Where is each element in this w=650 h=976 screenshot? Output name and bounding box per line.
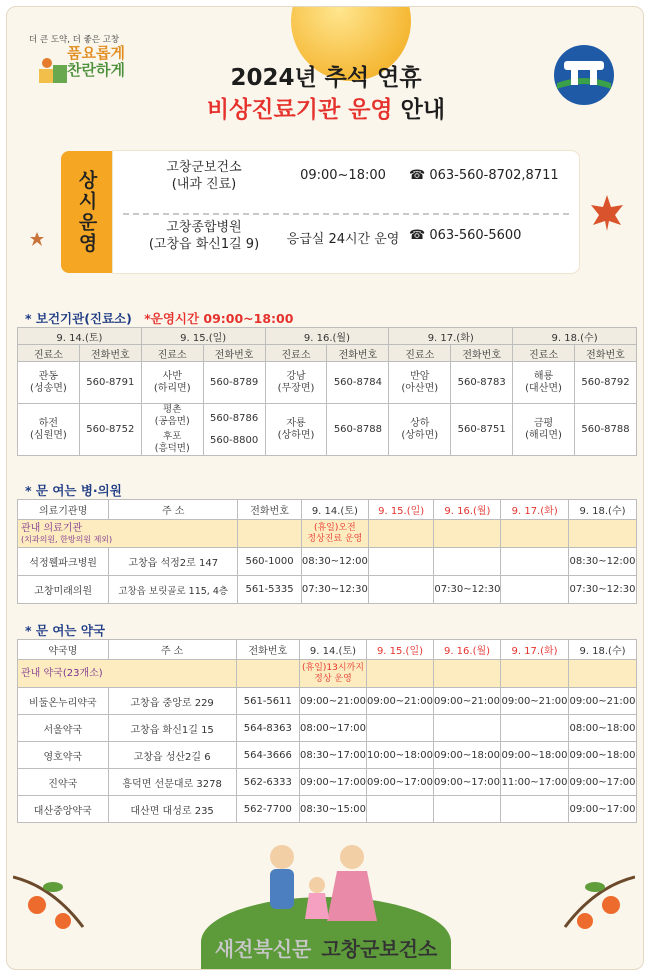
poster — [6, 6, 644, 970]
hours-cell: 09:00~18:00 — [434, 742, 501, 769]
hours-cell: 09:00~21:00 — [434, 688, 501, 715]
facility-name-block — [129, 159, 279, 193]
date-header: 9. 15.(일) — [141, 328, 265, 345]
pharmacy-phone: 564-8363 — [236, 715, 299, 742]
hours-cell: 08:00~17:00 — [299, 715, 366, 742]
clinics-table — [17, 499, 637, 604]
column-header-row — [18, 345, 637, 362]
hours-cell — [434, 796, 501, 823]
health-centers-section-title — [25, 309, 293, 327]
pharmacy-name: 진약국 — [18, 769, 109, 796]
always-open-row — [113, 219, 579, 279]
slogan-word-2: 찬란하게 — [67, 61, 125, 79]
clinics-header-row — [18, 500, 637, 520]
pharmacy-phone: 562-6333 — [236, 769, 299, 796]
pharmacy-address: 대산면 대성로 235 — [108, 796, 236, 823]
clinic-name: 후포 — [163, 431, 182, 442]
newspaper-watermark: 새전북신문 — [214, 937, 312, 961]
clinic-area: (성송면) — [30, 382, 67, 394]
date-header-row — [18, 328, 637, 345]
hours-cell — [501, 715, 569, 742]
clinic-address: 고창읍 보릿골로 115, 4층 — [109, 576, 238, 604]
always-open-ticket — [113, 151, 579, 273]
date-header: 9. 16.(월) — [265, 328, 389, 345]
hours-cell: 08:30~12:00 — [301, 548, 368, 576]
clinic-cell — [389, 362, 451, 404]
col-clinic: 진료소 — [265, 345, 327, 362]
clinic-name: 금평 — [533, 417, 554, 429]
empty-cell — [238, 520, 302, 548]
col-header: 전화번호 — [238, 500, 302, 520]
col-header: 주 소 — [108, 640, 236, 660]
hours-cell: 09:00~21:00 — [299, 688, 366, 715]
clinic-cell — [18, 362, 80, 404]
col-header: 9. 17.(화) — [501, 500, 569, 520]
hours-cell: 09:00~18:00 — [568, 742, 636, 769]
col-header: 9. 15.(일) — [368, 500, 434, 520]
empty-cell — [366, 660, 433, 688]
table-row — [18, 548, 637, 576]
group-note-line: (휴일)오전 — [313, 522, 356, 533]
empty-cell — [434, 660, 501, 688]
clinic-address: 고창읍 석정2로 147 — [109, 548, 238, 576]
table-row — [18, 576, 637, 604]
col-header: 약국명 — [18, 640, 109, 660]
pharmacy-phone: 564-3666 — [236, 742, 299, 769]
clinics-section-title: * 문 여는 병·의원 — [25, 483, 122, 498]
empty-cell — [434, 520, 501, 548]
clinic-cell — [18, 404, 80, 456]
clinic-area: (하리면) — [153, 382, 191, 394]
date-header: 9. 14.(토) — [18, 328, 142, 345]
empty-cell — [501, 660, 569, 688]
facility-name: 고창군보건소 — [166, 160, 242, 175]
pharmacy-address: 고창읍 화신1길 15 — [108, 715, 236, 742]
facility-name: 고창종합병원 — [166, 220, 242, 235]
ticket-divider — [123, 213, 569, 215]
hours-cell: 10:00~18:00 — [366, 742, 433, 769]
clinic-area: (심원면) — [30, 429, 67, 441]
clinic-area: (상하면) — [401, 429, 439, 441]
pharmacy-phone: 562-7700 — [236, 796, 299, 823]
group-note — [299, 660, 366, 688]
clinic-name: 평촌 — [163, 404, 182, 415]
clinic-cell — [141, 362, 203, 404]
clinic-phone: 560-8792 — [575, 362, 637, 404]
hours-cell: 08:30~12:00 — [568, 548, 636, 576]
hours-cell — [366, 796, 433, 823]
pharmacy-name: 서울약국 — [18, 715, 109, 742]
facility-hours: 응급실 24시간 운영 — [286, 232, 400, 247]
clinic-phone: 560-8786 — [210, 412, 259, 424]
health-centers-hours: *운영시간 09:00~18:00 — [144, 311, 294, 326]
health-centers-title: * 보건기관(진료소) — [25, 311, 132, 326]
clinic-name: 해룡 — [533, 370, 554, 382]
group-name: 관내 의료기관 — [21, 522, 83, 534]
facility-name-block — [129, 219, 279, 253]
subtitle-black-part: 안내 — [392, 97, 446, 123]
pharmacy-address: 고창읍 중앙로 229 — [108, 688, 236, 715]
group-note-line: (휴일)13시까지 — [302, 662, 364, 673]
clinic-phone: 560-8783 — [451, 362, 513, 404]
health-centers-table — [17, 327, 637, 456]
empty-cell — [568, 660, 636, 688]
hours-cell: 07:30~12:30 — [434, 576, 501, 604]
col-header: 의료기관명 — [18, 500, 109, 520]
clinic-name: 반암 — [410, 370, 430, 382]
table-row — [18, 742, 637, 769]
clinic-phone: 561-5335 — [238, 576, 302, 604]
group-note-line: 정상진료 운영 — [307, 533, 363, 544]
pharmacy-address: 고창읍 성산2길 6 — [108, 742, 236, 769]
group-row — [18, 660, 637, 688]
date-header: 9. 17.(화) — [389, 328, 513, 345]
group-note-line: 정상 운영 — [314, 673, 352, 684]
hours-cell: 09:00~17:00 — [568, 769, 636, 796]
clinic-name: 고창미래의원 — [18, 576, 109, 604]
clinic-cell — [141, 404, 203, 456]
table-row — [18, 796, 637, 823]
clinic-area: (대산면) — [525, 382, 562, 394]
group-sub: (치과의원, 한방의원 제외) — [21, 534, 113, 544]
hours-cell: 09:00~17:00 — [568, 796, 636, 823]
col-header: 전화번호 — [236, 640, 299, 660]
clinic-phone: 560-8800 — [210, 434, 259, 446]
table-row — [18, 769, 637, 796]
persimmon-branch-left-icon — [13, 857, 93, 937]
clinic-phone: 560-8788 — [327, 404, 389, 456]
clinic-cell — [513, 362, 575, 404]
hours-cell — [501, 576, 569, 604]
date-header: 9. 18.(수) — [513, 328, 637, 345]
table-row — [18, 362, 637, 404]
pharmacies-section-title: * 문 여는 약국 — [25, 623, 105, 638]
clinic-phone: 560-8788 — [575, 404, 637, 456]
clinic-name: 상하 — [410, 417, 430, 429]
clinic-phone: 560-8752 — [79, 404, 141, 456]
clinic-name: 강남 — [286, 370, 306, 382]
maple-leaf-icon — [587, 193, 627, 233]
col-header: 9. 18.(수) — [568, 500, 636, 520]
clinic-name: 자룡 — [286, 417, 306, 429]
clinic-cell — [513, 404, 575, 456]
poster-title: 2024년 추석 연휴 — [230, 65, 422, 91]
subtitle-red-part: 비상진료기관 운영 — [206, 97, 393, 123]
table-row — [18, 688, 637, 715]
pharmacy-name: 대산중앙약국 — [18, 796, 109, 823]
clinic-cell — [265, 404, 327, 456]
hours-cell: 09:00~17:00 — [434, 769, 501, 796]
col-header: 9. 17.(화) — [501, 640, 569, 660]
group-row — [18, 520, 637, 548]
health-center-brand: 고창군보건소 — [321, 937, 438, 961]
hours-cell — [501, 548, 569, 576]
facility-phone: ☎ 063-560-8702,8711 — [409, 168, 559, 183]
pharmacy-phone: 561-5611 — [236, 688, 299, 715]
pharmacies-table — [17, 639, 637, 823]
hours-cell: 08:00~18:00 — [568, 715, 636, 742]
hours-cell: 09:00~18:00 — [501, 742, 569, 769]
clinic-name: 사반 — [162, 370, 182, 382]
clinic-name: 석정웰파크병원 — [18, 548, 109, 576]
clinic-cell — [389, 404, 451, 456]
col-header: 9. 15.(일) — [366, 640, 433, 660]
clinic-area: (상하면) — [277, 429, 315, 441]
hours-cell: 09:00~21:00 — [501, 688, 569, 715]
clinic-cell — [265, 362, 327, 404]
col-header: 9. 14.(토) — [301, 500, 368, 520]
hours-cell — [434, 715, 501, 742]
clinic-phone-pair — [203, 404, 265, 456]
col-clinic: 진료소 — [389, 345, 451, 362]
clinic-area: (흥덕면) — [154, 443, 190, 454]
col-header: 9. 16.(월) — [434, 640, 501, 660]
clinic-phone: 560-8751 — [451, 404, 513, 456]
hours-cell: 07:30~12:30 — [568, 576, 636, 604]
clinic-name: 하전 — [38, 417, 59, 429]
col-clinic: 진료소 — [18, 345, 80, 362]
col-clinic: 진료소 — [513, 345, 575, 362]
hours-cell: 11:00~17:00 — [501, 769, 569, 796]
clinic-name: 관동 — [38, 370, 59, 382]
col-header: 9. 18.(수) — [568, 640, 636, 660]
clinic-phone: 560-8784 — [327, 362, 389, 404]
col-phone: 전화번호 — [203, 345, 265, 362]
footer-brand — [6, 933, 644, 962]
pharmacy-address: 흥덕면 선문대로 3278 — [108, 769, 236, 796]
hours-cell — [368, 548, 434, 576]
hours-cell: 09:00~17:00 — [366, 769, 433, 796]
persimmon-branch-right-icon — [555, 857, 635, 937]
col-header: 9. 16.(월) — [434, 500, 501, 520]
clinic-phone: 560-8789 — [203, 362, 265, 404]
pharmacy-name: 영호약국 — [18, 742, 109, 769]
slogan-line: 더 큰 도약, 더 좋은 고창 — [29, 35, 120, 45]
empty-cell — [236, 660, 299, 688]
empty-cell — [501, 520, 569, 548]
clinic-area: (무장면) — [277, 382, 315, 394]
hours-cell: 08:30~17:00 — [299, 742, 366, 769]
always-open-label-tab — [61, 151, 113, 273]
hours-cell — [434, 548, 501, 576]
clinic-area: (해리면) — [525, 429, 562, 441]
hours-cell: 09:00~21:00 — [568, 688, 636, 715]
poster-subtitle — [6, 91, 644, 124]
slogan-word-1: 품요롭게 — [67, 44, 125, 62]
hours-cell: 08:30~15:00 — [299, 796, 366, 823]
table-row — [18, 404, 637, 456]
family-illustration-icon — [237, 835, 397, 925]
table-row — [18, 715, 637, 742]
group-label: 관내 약국(23개소) — [18, 660, 237, 688]
leaf-icon — [29, 231, 45, 247]
col-phone: 전화번호 — [451, 345, 513, 362]
col-header: 9. 14.(토) — [299, 640, 366, 660]
facility-phone: ☎ 063-560-5600 — [409, 228, 522, 243]
pharmacy-name: 비둘온누리약국 — [18, 688, 109, 715]
clinic-phone: 560-1000 — [238, 548, 302, 576]
pharmacies-header-row — [18, 640, 637, 660]
col-phone: 전화번호 — [79, 345, 141, 362]
hours-cell: 09:00~21:00 — [366, 688, 433, 715]
always-open-label: 상시운영 — [75, 170, 98, 254]
always-open-row — [113, 159, 579, 219]
hours-cell — [501, 796, 569, 823]
clinic-area: (공음면) — [154, 416, 190, 427]
hours-cell: 09:00~17:00 — [299, 769, 366, 796]
col-header: 주 소 — [109, 500, 238, 520]
empty-cell — [368, 520, 434, 548]
group-note — [301, 520, 368, 548]
clinic-phone: 560-8791 — [79, 362, 141, 404]
facility-sub: (고창읍 화신1길 9) — [148, 237, 260, 252]
group-label — [18, 520, 238, 548]
facility-sub: (내과 진료) — [171, 177, 237, 192]
empty-cell — [568, 520, 636, 548]
facility-hours: 09:00~18:00 — [300, 168, 386, 183]
col-phone: 전화번호 — [575, 345, 637, 362]
col-phone: 전화번호 — [327, 345, 389, 362]
hours-cell — [368, 576, 434, 604]
hours-cell: 07:30~12:30 — [301, 576, 368, 604]
clinic-area: (아산면) — [401, 382, 439, 394]
col-clinic: 진료소 — [141, 345, 203, 362]
hours-cell — [366, 715, 433, 742]
